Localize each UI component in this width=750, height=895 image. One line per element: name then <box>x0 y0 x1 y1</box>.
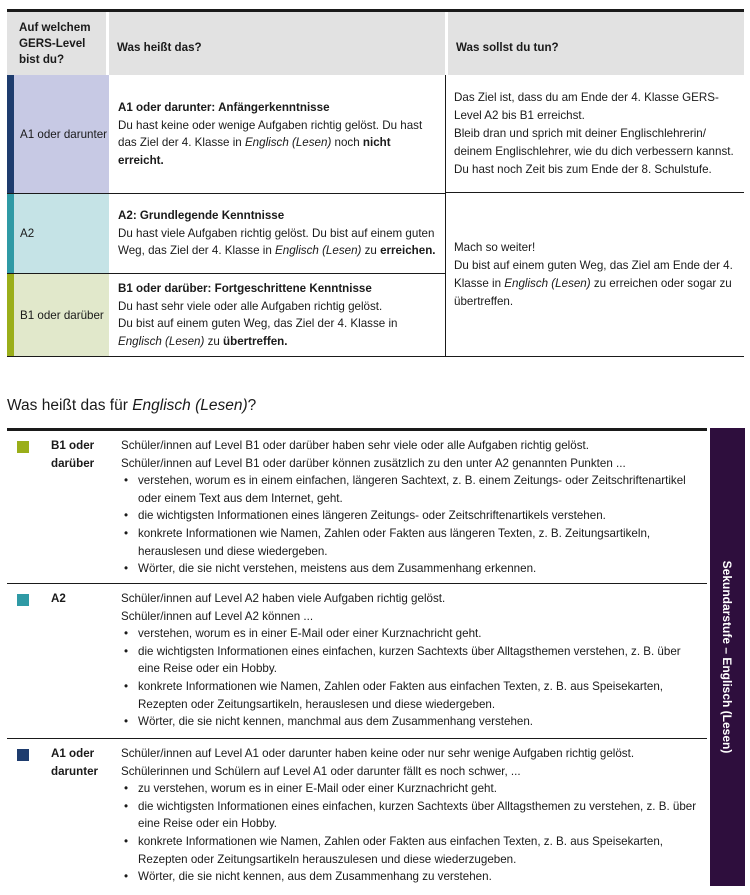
competence-text <box>121 431 707 583</box>
level-text: Du hast keine oder wenige Aufgaben richtig gelöst. Du hast das Ziel der 4. Klasse in Englisch (Lesen) noch nicht erreicht. <box>118 118 423 167</box>
level-color-bar-a1 <box>7 75 14 193</box>
advice-line: Das Ziel ist, dass du am Ende der 4. Klasse GERS-Level A2 bis B1 erreichst. <box>454 90 719 122</box>
advice-a2-b1 <box>446 193 744 356</box>
competence-intro: Schüler/innen auf Level A2 haben viele Aufgaben richtig gelöst. <box>121 592 446 605</box>
header-todo: Was sollst du tun? <box>448 12 744 75</box>
square-icon <box>17 749 29 761</box>
levels-table-header <box>7 9 744 75</box>
list-item: • konkrete Informationen wie Namen, Zahlen oder Fakten aus einfachen Texten, z. B. aus Speisekarten, Rezepten oder Zeitungsartikeln herauszulesen und diese wiederzugeben. <box>121 833 703 868</box>
competence-intro: Schüler/innen auf Level A1 oder darunter haben keine oder nur sehr wenige Aufgaben richtig gelöst. <box>121 747 635 760</box>
competence-list <box>121 472 703 578</box>
competence-row-a1 <box>7 739 707 891</box>
level-title: B1 oder darüber: Fortgeschrittene Kenntnisse <box>118 282 372 295</box>
level-color-bar-a2 <box>7 194 14 273</box>
level-label: B1 oder darüber <box>20 308 104 322</box>
level-description-a1 <box>109 75 445 193</box>
competence-list <box>121 625 703 731</box>
level-title: A2: Grundlegende Kenntnisse <box>118 209 285 223</box>
levels-left-column <box>7 75 445 356</box>
level-cell-b1 <box>7 274 109 356</box>
level-label: A1 oder darunter <box>20 127 108 141</box>
square-icon <box>17 441 29 453</box>
level-description-b1 <box>109 274 445 356</box>
competence-level: B1 oder darüber <box>51 439 95 470</box>
header-meaning: Was heißt das? <box>109 12 445 75</box>
competence-intro: Schüler/innen auf Level B1 oder darüber können zusätzlich zu den unter A2 genannten Punkten ... <box>121 456 626 470</box>
list-item: • die wichtigsten Informationen eines einfachen, kurzen Sachtexts über Alltagsthemen zu verstehen, z. B. über eine Reise oder ein Hobby. <box>121 798 703 833</box>
competence-level: A2 <box>51 592 66 605</box>
level-marker-b1 <box>7 431 51 583</box>
level-description-a2 <box>109 194 445 273</box>
competence-text <box>121 739 707 891</box>
competence-intro: Schüler/innen auf Level A2 können ... <box>121 609 314 623</box>
levels-table-body <box>7 75 744 357</box>
advice-line: Du hast noch Zeit bis zum Ende der 8. Schulstufe. <box>454 162 712 176</box>
list-item: • Wörter, die sie nicht verstehen, meistens aus dem Zusammenhang erkennen. <box>121 560 703 578</box>
list-item: • konkrete Informationen wie Namen, Zahlen oder Fakten aus längeren Texten, z. B. Zeitungsartikeln, herauslesen und diese wiedergeben. <box>121 525 703 560</box>
competence-intro: Schülerinnen und Schülern auf Level A1 oder darunter fällt es noch schwer, ... <box>121 764 521 778</box>
competence-level: A1 oder darunter <box>51 747 99 778</box>
list-item: • die wichtigsten Informationen eines einfachen, kurzen Sachtexts über Alltagsthemen verstehen, z. B. über eine Reise oder ein Hobby. <box>121 643 703 678</box>
list-item: • die wichtigsten Informationen eines längeren Zeitungs- oder Zeitschriftenartikels verstehen. <box>121 507 703 525</box>
list-item: • verstehen, worum es in einer E-Mail oder einer Kurznachricht geht. <box>121 625 703 643</box>
level-row-a1 <box>7 75 445 193</box>
competence-table <box>7 428 707 891</box>
list-item: • zu verstehen, worum es in einer E-Mail oder einer Kurznachricht geht. <box>121 780 703 798</box>
level-row-a2 <box>7 193 445 273</box>
level-marker-a1 <box>7 739 51 891</box>
header-level: Auf welchem GERS-Level bist du? <box>7 12 106 75</box>
competence-intro: Schüler/innen auf Level B1 oder darüber haben sehr viele oder alle Aufgaben richtig gelöst. <box>121 439 589 452</box>
competence-text <box>121 584 707 738</box>
section-heading: Was heißt das für Englisch (Lesen)? <box>7 397 257 414</box>
list-item: • Wörter, die sie nicht kennen, aus dem Zusammenhang zu verstehen. <box>121 868 703 886</box>
advice-a1 <box>446 75 744 193</box>
side-tab-label: Sekundarstufe – Englisch (Lesen) <box>720 560 734 754</box>
levels-table <box>7 9 744 357</box>
side-tab <box>710 428 745 886</box>
level-label: A2 <box>20 227 35 240</box>
competence-row-b1 <box>7 431 707 584</box>
advice-line: Bleib dran und sprich mit deiner Englischlehrerin/ deinem Englischlehrer, wie du dich verbessern kannst. <box>454 126 734 158</box>
level-text: Du bist auf einem guten Weg, das Ziel der 4. Klasse in Englisch (Lesen) zu übertreffen. <box>118 317 398 348</box>
level-title: A1 oder darunter: Anfängerkenntnisse <box>118 101 330 114</box>
level-marker-a2 <box>7 584 51 738</box>
list-item: • Wörter, die sie nicht kennen, manchmal aus dem Zusammenhang verstehen. <box>121 713 703 731</box>
level-text: Du hast viele Aufgaben richtig gelöst. Du bist auf einem guten Weg, das Ziel der 4. Klasse in Englisch (Lesen) zu erreichen. <box>118 226 436 258</box>
advice-line: Du bist auf einem guten Weg, das Ziel am Ende der 4. Klasse in Englisch (Lesen) zu erreichen oder sogar zu übertreffen. <box>454 258 733 308</box>
level-color-bar-b1 <box>7 274 14 356</box>
competence-list <box>121 780 703 886</box>
list-item: • verstehen, worum es in einem einfachen, längeren Sachtext, z. B. einem Zeitungs- oder Zeitschriftenartikel oder einem Text aus dem Internet, geht. <box>121 472 703 507</box>
square-icon <box>17 594 29 606</box>
level-text: Du hast sehr viele oder alle Aufgaben richtig gelöst. <box>118 299 383 313</box>
level-row-b1 <box>7 273 445 356</box>
level-cell-a1 <box>7 75 109 193</box>
competence-row-a2 <box>7 584 707 739</box>
advice-line: Mach so weiter! <box>454 240 536 254</box>
list-item: • konkrete Informationen wie Namen, Zahlen oder Fakten aus einfachen Texten, z. B. aus Speisekarten, Rezepten oder Zeitungsartikeln, herauslesen und diese wiedergeben. <box>121 678 703 713</box>
level-cell-a2 <box>7 194 109 273</box>
advice-column <box>445 75 744 356</box>
